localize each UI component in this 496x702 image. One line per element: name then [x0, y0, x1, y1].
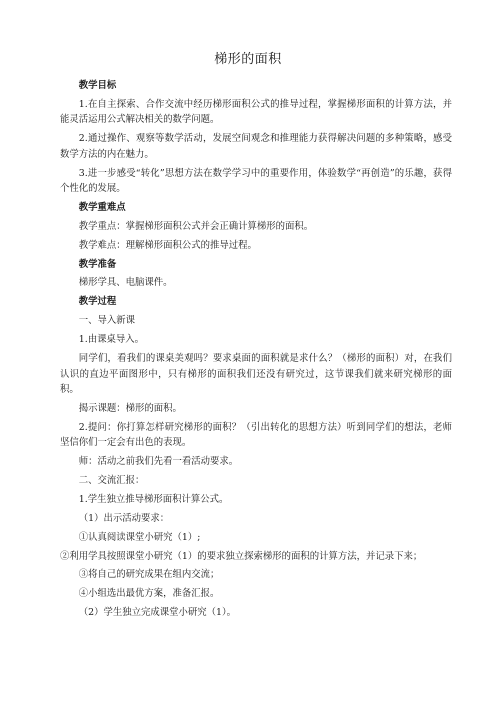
reveal-topic: 揭示课题：梯形的面积。	[78, 402, 182, 414]
prep-heading: 教学准备	[78, 258, 117, 270]
goal-3: 3.进一步感受“转化”思想方法在数学学习中的重要作用，体验数学“再创造”的乐趣，获得个性化的发展。	[60, 167, 452, 194]
step-1-1-text: 同学们，看我们的课桌美观吗？要求桌面的面积就是求什么？（梯形的面积）对，在我们认识的直边平面图形中，只有梯形的面积我们还没有研究过，这节课我们就来研究梯形的面积。	[60, 353, 452, 395]
step-1: 一、导入新课	[78, 315, 136, 327]
difficult-point: 教学难点：理解梯形面积公式的推导过程。	[78, 239, 257, 251]
process-heading: 教学过程	[78, 296, 117, 308]
requirement-3: ③将自己的研究成果在组内交流；	[78, 569, 220, 581]
document-body	[60, 78, 452, 624]
step-2-1: 1.学生独立推导梯形面积计算公式。	[78, 493, 229, 505]
requirement-2: ②利用学具按照课堂小研究（1）的要求独立探索梯形的面积的计算方法，并记录下来；	[60, 550, 423, 562]
requirement-1: ①认真阅读课堂小研究（1）;	[78, 531, 201, 543]
requirement-4: ④小组选出最优方案，准备汇报。	[78, 588, 220, 600]
key-point: 教学重点：掌握梯形面积公式并会正确计算梯形的面积。	[78, 220, 314, 232]
goals-heading: 教学目标	[78, 80, 117, 91]
goal-2: 2.通过操作、观察等数学活动，发展空间观念和推理能力获得解决问题的多种策略，感受数学方法的内在魅力。	[60, 133, 452, 160]
prep-text: 梯形学具、电脑课件。	[78, 277, 173, 289]
step-1-2: 2.提问：你打算怎样研究梯形的面积？（引出转化的思想方法）听到同学们的想法，老师坚信你们一定会有出色的表现。	[60, 421, 452, 449]
requirement-5: （2）学生独立完成课堂小研究（1）。	[78, 607, 237, 619]
step-1-1: 1.由课桌导入。	[78, 334, 144, 346]
requirements-heading: （1）出示活动要求：	[78, 512, 170, 524]
key-heading: 教学重难点	[78, 201, 126, 213]
goal-1: 1.在自主探索、合作交流中经历梯形面积公式的推导过程，掌握梯形面积的计算方法，并能灵活运用公式解决相关的数学问题。	[60, 98, 452, 126]
step-2: 二、交流汇报：	[78, 474, 145, 486]
teacher-note: 师：活动之前我们先看一看活动要求。	[78, 456, 239, 468]
page-title: 梯形的面积	[214, 52, 282, 67]
